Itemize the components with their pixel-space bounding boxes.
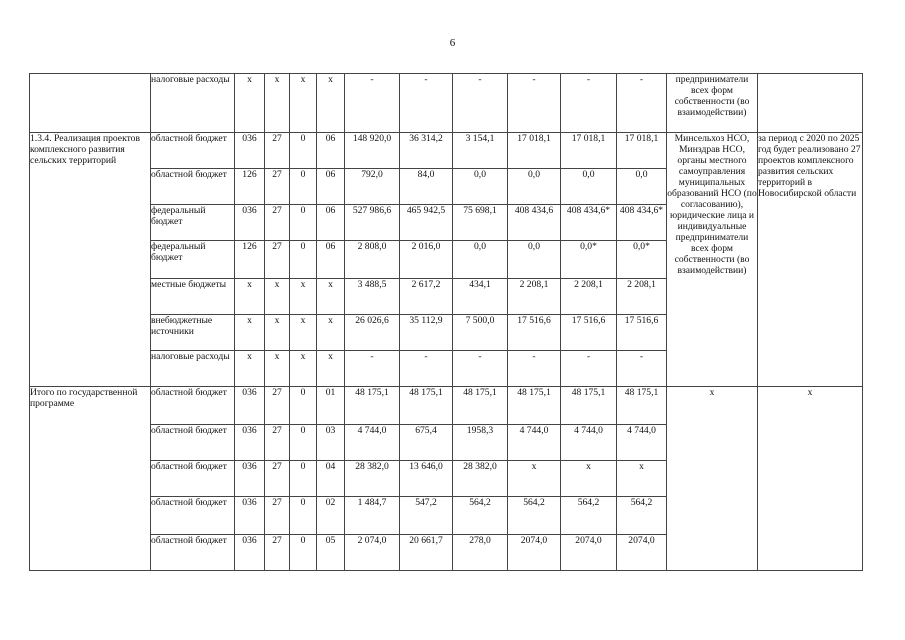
value-cell: 2074,0 [508, 535, 561, 571]
value-cell: 2074,0 [617, 535, 667, 571]
value-cell: 0,0 [508, 241, 561, 279]
value-cell: - [345, 74, 400, 133]
code-cell: 036 [235, 133, 265, 169]
value-cell: 26 026,6 [345, 315, 400, 351]
code-cell: 0 [290, 387, 317, 425]
funding-source: налоговые расходы [151, 74, 235, 133]
value-cell: 2 208,1 [561, 279, 617, 315]
value-cell: - [561, 351, 617, 387]
result-cell: х [758, 387, 863, 571]
code-cell: 05 [317, 535, 345, 571]
code-cell: х [290, 315, 317, 351]
code-cell: х [317, 279, 345, 315]
code-cell: х [317, 315, 345, 351]
code-cell: 0 [290, 461, 317, 497]
funding-source: областной бюджет [151, 461, 235, 497]
value-cell: 564,2 [617, 497, 667, 535]
value-cell: 84,0 [400, 169, 453, 205]
value-cell: 2 808,0 [345, 241, 400, 279]
value-cell: - [508, 351, 561, 387]
value-cell: 564,2 [508, 497, 561, 535]
value-cell: 408 434,6* [561, 205, 617, 241]
value-cell: - [345, 351, 400, 387]
value-cell: 3 154,1 [453, 133, 508, 169]
value-cell: 4 744,0 [617, 425, 667, 461]
value-cell: 20 661,7 [400, 535, 453, 571]
funding-source: местные бюджеты [151, 279, 235, 315]
code-cell: х [290, 351, 317, 387]
value-cell: 17 018,1 [508, 133, 561, 169]
value-cell: 434,1 [453, 279, 508, 315]
value-cell: х [561, 461, 617, 497]
value-cell: 4 744,0 [508, 425, 561, 461]
value-cell: 564,2 [561, 497, 617, 535]
result-cell [758, 74, 863, 133]
executor-cell: предприниматели всех форм собственности (во взаимодействии) [667, 74, 758, 133]
code-cell: 27 [265, 425, 290, 461]
code-cell: 06 [317, 241, 345, 279]
value-cell: 17 018,1 [617, 133, 667, 169]
value-cell: 0,0 [561, 169, 617, 205]
value-cell: 564,2 [453, 497, 508, 535]
code-cell: 27 [265, 535, 290, 571]
value-cell: 465 942,5 [400, 205, 453, 241]
value-cell: 28 382,0 [453, 461, 508, 497]
code-cell: х [265, 351, 290, 387]
value-cell: 408 434,6* [617, 205, 667, 241]
code-cell: х [235, 74, 265, 133]
value-cell: 17 018,1 [561, 133, 617, 169]
value-cell: 48 175,1 [453, 387, 508, 425]
code-cell: 036 [235, 497, 265, 535]
code-cell: 036 [235, 387, 265, 425]
value-cell: 2 208,1 [508, 279, 561, 315]
value-cell: 48 175,1 [561, 387, 617, 425]
code-cell: х [317, 74, 345, 133]
value-cell: х [508, 461, 561, 497]
value-cell: 2 074,0 [345, 535, 400, 571]
code-cell: 036 [235, 461, 265, 497]
code-cell: 0 [290, 535, 317, 571]
value-cell: 1 484,7 [345, 497, 400, 535]
code-cell: 126 [235, 241, 265, 279]
code-cell: 036 [235, 205, 265, 241]
value-cell: 17 516,6 [561, 315, 617, 351]
value-cell: 2 016,0 [400, 241, 453, 279]
code-cell: 03 [317, 425, 345, 461]
value-cell: 408 434,6 [508, 205, 561, 241]
value-cell: 2 617,2 [400, 279, 453, 315]
table-row [30, 133, 863, 169]
code-cell: 126 [235, 169, 265, 205]
funding-source: областной бюджет [151, 133, 235, 169]
code-cell: 036 [235, 535, 265, 571]
value-cell: 28 382,0 [345, 461, 400, 497]
code-cell: 04 [317, 461, 345, 497]
funding-source: федеральный бюджет [151, 241, 235, 279]
value-cell: 792,0 [345, 169, 400, 205]
budget-table [29, 73, 863, 571]
value-cell: 48 175,1 [508, 387, 561, 425]
code-cell: х [265, 74, 290, 133]
funding-source: областной бюджет [151, 425, 235, 461]
value-cell: 527 986,6 [345, 205, 400, 241]
code-cell: х [265, 315, 290, 351]
code-cell: х [290, 279, 317, 315]
funding-source: областной бюджет [151, 535, 235, 571]
code-cell: х [317, 351, 345, 387]
section-label: 1.3.4. Реализация проектов комплексного развития сельских территорий [30, 133, 151, 387]
code-cell: 0 [290, 425, 317, 461]
value-cell: 675,4 [400, 425, 453, 461]
funding-source: внебюджетные источники [151, 315, 235, 351]
value-cell: 0,0 [453, 241, 508, 279]
code-cell: 27 [265, 169, 290, 205]
result-cell: за период с 2020 по 2025 год будет реализовано 27 проектов комплексного развития сельских территорий в Новосибирской области [758, 133, 863, 387]
funding-source: областной бюджет [151, 497, 235, 535]
executor-cell: Минсельхоз НСО, Минздрав НСО, органы местного самоуправления муниципальных образований НСО (по согласованию), юридические лица и индивидуальные предприниматели всех форм собственности (во взаимодействии) [667, 133, 758, 387]
value-cell: 4 744,0 [561, 425, 617, 461]
code-cell: х [265, 279, 290, 315]
code-cell: х [235, 351, 265, 387]
code-cell: х [290, 74, 317, 133]
value-cell: 0,0* [617, 241, 667, 279]
code-cell: 27 [265, 133, 290, 169]
code-cell: 27 [265, 497, 290, 535]
value-cell: 35 112,9 [400, 315, 453, 351]
code-cell: 27 [265, 241, 290, 279]
value-cell: 48 175,1 [345, 387, 400, 425]
code-cell: 01 [317, 387, 345, 425]
value-cell: 4 744,0 [345, 425, 400, 461]
code-cell: 27 [265, 387, 290, 425]
value-cell: 48 175,1 [400, 387, 453, 425]
funding-source: налоговые расходы [151, 351, 235, 387]
value-cell: 36 314,2 [400, 133, 453, 169]
value-cell: 547,2 [400, 497, 453, 535]
value-cell: 0,0 [453, 169, 508, 205]
value-cell: 148 920,0 [345, 133, 400, 169]
code-cell: 06 [317, 205, 345, 241]
section-label [30, 74, 151, 133]
value-cell: 17 516,6 [617, 315, 667, 351]
value-cell: 278,0 [453, 535, 508, 571]
value-cell: - [508, 74, 561, 133]
value-cell: 17 516,6 [508, 315, 561, 351]
code-cell: 06 [317, 133, 345, 169]
value-cell: 7 500,0 [453, 315, 508, 351]
funding-source: федеральный бюджет [151, 205, 235, 241]
code-cell: 0 [290, 133, 317, 169]
code-cell: 036 [235, 425, 265, 461]
code-cell: 0 [290, 241, 317, 279]
value-cell: 2074,0 [561, 535, 617, 571]
value-cell: 0,0 [508, 169, 561, 205]
funding-source: областной бюджет [151, 387, 235, 425]
value-cell: - [453, 74, 508, 133]
value-cell: 0,0* [561, 241, 617, 279]
funding-source: областной бюджет [151, 169, 235, 205]
executor-cell: х [667, 387, 758, 571]
value-cell: 75 698,1 [453, 205, 508, 241]
value-cell: 1958,3 [453, 425, 508, 461]
value-cell: 0,0 [617, 169, 667, 205]
code-cell: 0 [290, 497, 317, 535]
page-number: 6 [449, 37, 456, 49]
section-label: Итого по государственной программе [30, 387, 151, 571]
value-cell: - [453, 351, 508, 387]
code-cell: х [235, 315, 265, 351]
value-cell: х [617, 461, 667, 497]
code-cell: 06 [317, 169, 345, 205]
code-cell: 0 [290, 169, 317, 205]
value-cell: - [617, 351, 667, 387]
value-cell: - [400, 351, 453, 387]
code-cell: 27 [265, 461, 290, 497]
table-row [30, 74, 863, 133]
value-cell: - [617, 74, 667, 133]
value-cell: - [561, 74, 617, 133]
code-cell: 0 [290, 205, 317, 241]
value-cell: 3 488,5 [345, 279, 400, 315]
value-cell: - [400, 74, 453, 133]
value-cell: 48 175,1 [617, 387, 667, 425]
value-cell: 2 208,1 [617, 279, 667, 315]
code-cell: 27 [265, 205, 290, 241]
value-cell: 13 646,0 [400, 461, 453, 497]
table-row [30, 387, 863, 425]
code-cell: х [235, 279, 265, 315]
code-cell: 02 [317, 497, 345, 535]
